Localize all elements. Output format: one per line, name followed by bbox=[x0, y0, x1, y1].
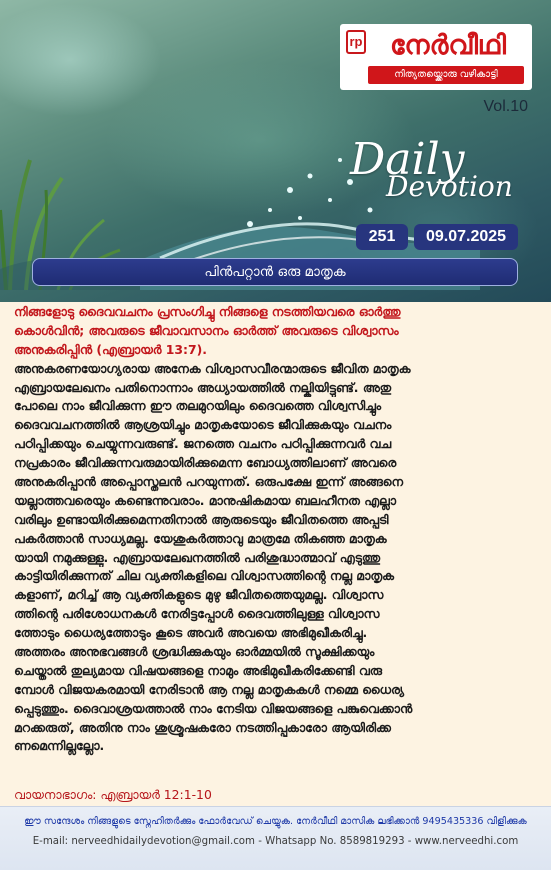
body-line: യല്ലാത്തവരെയും കണ്ടെന്നുവരാം. മാനുഷികമായ ബലഹീനത എല്ലാ bbox=[14, 492, 396, 508]
body-line: യായി നമുക്കുള്ളു. എബ്രായലേഖനത്തിൽ പരിശുദ്ധാത്മാവ് എടുത്തു bbox=[14, 549, 381, 565]
script-title-devotion: Devotion bbox=[386, 170, 513, 203]
body-line: കളാണ്, മറിച്ച് ആ വ്യക്തികളുടെ മുഴു ജീവിതത്തെയുമല്ല. വിശ്വാസ bbox=[14, 587, 384, 603]
article-body bbox=[14, 303, 538, 803]
body-line: ത്തിന്റെ പരിശോധനകൾ നേരിട്ടപ്പോൾ ദൈവത്തിലുള്ള വിശ്വാസ bbox=[14, 606, 380, 622]
body-line: അത്തരം അനുഭവങ്ങൾ ശ്രദ്ധിക്കുകയും ഓർമ്മയിൽ സൂക്ഷിക്കയും bbox=[14, 644, 375, 660]
body-line: മ്പോൾ വിജയകരമായി നേരിടാൻ ആ നല്ല മാതൃകകൾ നമ്മെ ധൈര്യ bbox=[14, 681, 405, 697]
reading-reference: വായനാഭാഗം: എബ്രായർ 12:1-10 bbox=[14, 787, 212, 802]
body-line: അനുകരണയോഗ്യരായ അനേക വിശ്വാസവീരന്മാരുടെ ജീവിത മാതൃക bbox=[14, 360, 411, 376]
footer-share-message: ഈ സന്ദേശം നിങ്ങളുടെ സ്നേഹിതർക്കും ഫോർവേഡ് ചെയ്യുക. നേർവീഥി മാസിക ലഭിക്കാൻ 9495435336 വിളിക്കുക bbox=[24, 816, 527, 827]
publisher-mark-icon: rp bbox=[346, 30, 366, 54]
body-line: പ്പെടുത്തും. ദൈവാശ്രയത്താൽ നാം നേടിയ വിജയങ്ങളെ പങ്കുവെക്കാൻ bbox=[14, 700, 413, 716]
brand-logo bbox=[340, 24, 532, 90]
verse-line: കൊൾവിൻ; അവരുടെ ജീവാവസാനം ഓർത്ത് അവരുടെ വിശ്വാസം bbox=[14, 322, 399, 338]
verse-line: അനുകരിപ്പിൻ (എബ്രായർ 13:7). bbox=[14, 341, 207, 357]
body-line: ത്തോടും ധൈര്യത്തോടും കൂടെ അവർ അവയെ അഭിമുഖീകരിച്ചു. bbox=[14, 625, 368, 641]
footer-contact-info: E-mail: nerveedhidailydevotion@gmail.com - Whatsapp No. 8589819293 - www.nerveedhi.com bbox=[32, 836, 519, 847]
volume-label: Vol.10 bbox=[483, 98, 528, 115]
body-line: കാട്ടിയിരിക്കുന്നത് ചില വ്യക്തികളിലെ വിശ്വാസത്തിന്റെ നല്ല മാതൃക bbox=[14, 568, 394, 584]
body-line: നപ്രകാരം ജീവിക്കുന്നവരുമായിരിക്കുമെന്ന ബോധ്യത്തിലാണ് അവരെ bbox=[14, 455, 397, 471]
hero-image bbox=[0, 0, 551, 302]
body-line: ചെയ്താൽ തുല്യമായ വിഷയങ്ങളെ നാമും അഭിമുഖീകരിക്കേണ്ടി വരു bbox=[14, 662, 382, 678]
footer bbox=[0, 806, 551, 870]
body-line: മറക്കരുത്, അതിനു നാം ശുശ്രൂഷകരോ നടത്തിപ്പുകാരോ ആയിരിക്ക bbox=[14, 719, 391, 735]
body-line: വരിലും ഉണ്ടായിരിക്കുമെന്നതിനാൽ ആരുടെയും ജീവിതത്തെ അപ്പടി bbox=[14, 511, 389, 527]
body-line: അനുകരിപ്പാൻ അപ്പൊസ്തലൻ പറയുന്നത്. ഒരുപക്ഷേ ഇന്ന് അങ്ങനെ bbox=[14, 474, 404, 490]
body-line: പകർത്താൻ സാധ്യമല്ല. യേശുകർത്താവു മാത്രമേ തികഞ്ഞ മാതൃക bbox=[14, 530, 387, 546]
date-badge: 09.07.2025 bbox=[414, 224, 518, 250]
body-line: പഠിപ്പിക്കയും ചെയ്യുന്നവരുണ്ട്. ജനത്തെ വചനം പഠിപ്പിക്കുന്നവർ വച bbox=[14, 436, 392, 452]
body-line: പോലെ നാം ജീവിക്കുന്ന ഈ തലമുറയിലും ദൈവത്തെ വിശ്വസിച്ചും bbox=[14, 398, 382, 414]
body-line: എബ്രായലേഖനം പതിനൊന്നാം അധ്യായത്തിൽ നല്കിയിട്ടുണ്ട്. അതു bbox=[14, 379, 392, 395]
verse-line: നിങ്ങളോടു ദൈവവചനം പ്രസംഗിച്ചു നിങ്ങളെ നടത്തിയവരെ ഓർത്തു bbox=[14, 304, 401, 319]
brand-tagline: നിത്യതയ്ക്കൊരു വഴികാട്ടി bbox=[368, 66, 524, 84]
devotion-title: പിൻപറ്റാൻ ഒരു മാതൃക bbox=[32, 258, 518, 286]
body-line: ദൈവവചനത്തിൽ ആശ്രയിച്ചും മാതൃകയോടെ ജീവിക്കുകയും വചനം bbox=[14, 417, 392, 433]
body-line: ണമെന്നില്ലല്ലോ. bbox=[14, 738, 105, 754]
issue-number-badge: 251 bbox=[356, 224, 408, 250]
script-title-daily: Daily bbox=[350, 134, 465, 185]
brand-title: നേർവീഥി bbox=[389, 30, 507, 60]
